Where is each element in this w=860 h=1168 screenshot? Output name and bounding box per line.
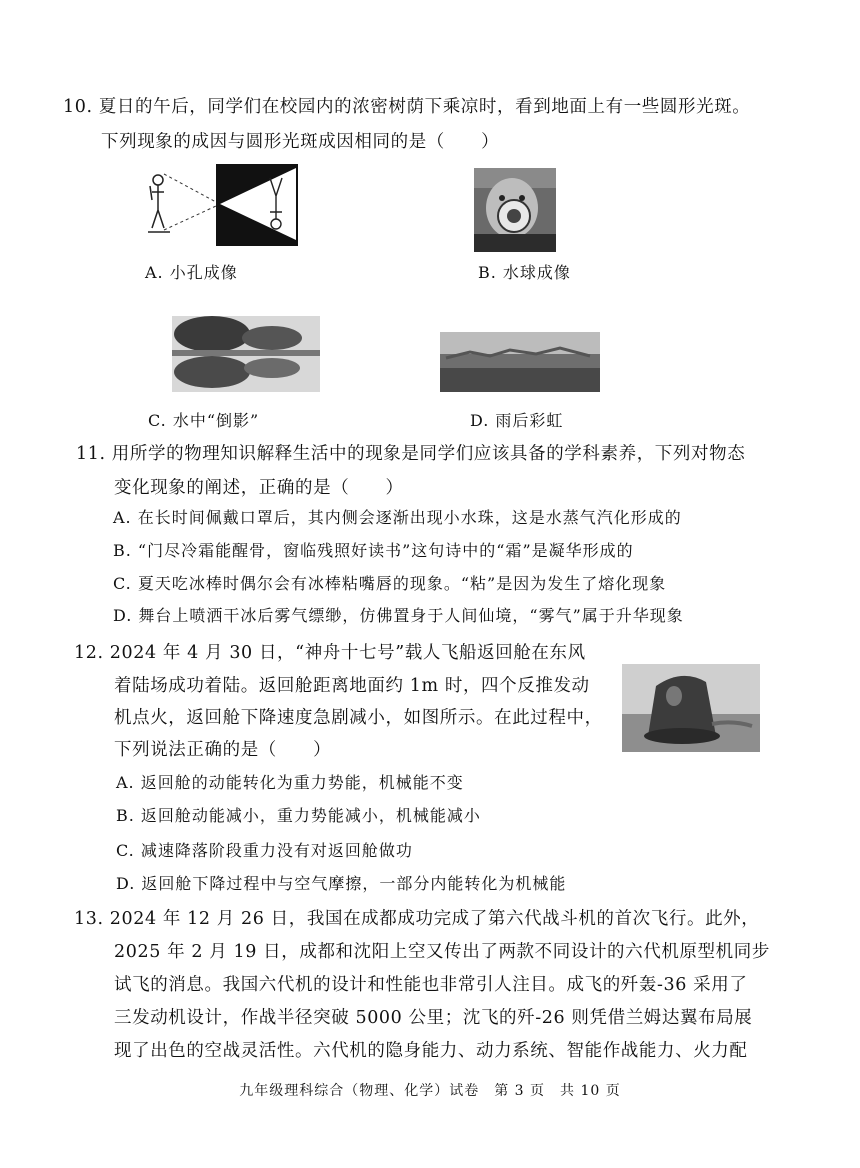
- water-reflection-photo: [172, 316, 320, 392]
- q11-option-d: D. 舞台上喷洒干冰后雾气缥缈，仿佛置身于人间仙境，“雾气”属于升华现象: [113, 606, 684, 625]
- q13-stem-line4: 三发动机设计，作战半径突破 5000 公里；沈飞的歼-26 则凭借兰姆达翼布局展: [114, 1008, 753, 1028]
- q11-option-a: A. 在长时间佩戴口罩后，其内侧会逐渐出现小水珠，这是水蒸气汽化形成的: [113, 508, 682, 527]
- q12-option-d: D. 返回舱下降过程中与空气摩擦，一部分内能转化为机械能: [116, 874, 567, 893]
- q10-option-a: A. 小孔成像: [145, 263, 238, 282]
- page-footer: 九年级理科综合（物理、化学）试卷 第 3 页 共 10 页: [239, 1083, 621, 1099]
- q12-option-a: A. 返回舱的动能转化为重力势能，机械能不变: [116, 773, 464, 792]
- q10-stem-line1: 10. 夏日的午后，同学们在校园内的浓密树荫下乘凉时，看到地面上有一些圆形光斑。: [63, 97, 751, 117]
- q13-stem-line3: 试飞的消息。我国六代机的设计和性能也非常引人注目。成飞的歼轰-36 采用了: [114, 975, 748, 995]
- q12-option-b: B. 返回舱动能减小，重力势能减小，机械能减小: [116, 806, 481, 825]
- q12-stem-line4: 下列说法正确的是（ ）: [114, 740, 332, 760]
- q12-option-c: C. 减速降落阶段重力没有对返回舱做功: [116, 841, 413, 860]
- q12-stem-line1: 12. 2024 年 4 月 30 日，“神舟十七号”载人飞船返回舱在东风: [74, 643, 586, 663]
- q10-option-b: B. 水球成像: [478, 263, 571, 282]
- q12-stem-line2: 着陆场成功着陆。返回舱距离地面约 1m 时，四个反推发动: [114, 676, 590, 696]
- rainbow-photo: [440, 332, 600, 392]
- q10-option-d: D. 雨后彩虹: [470, 411, 564, 430]
- q13-stem-line5: 现了出色的空战灵活性。六代机的隐身能力、动力系统、智能作战能力、火力配: [114, 1041, 748, 1061]
- q13-stem-line1: 13. 2024 年 12 月 26 日，我国在成都成功完成了第六代战斗机的首次飞行。此外，: [74, 909, 760, 929]
- q11-option-b: B. “门尽冷霜能醒骨，窗临残照好读书”这句诗中的“霜”是凝华形成的: [113, 541, 634, 560]
- return-capsule-photo: [622, 664, 760, 752]
- pinhole-imaging-figure: [140, 162, 300, 248]
- q10-option-c: C. 水中“倒影”: [148, 411, 260, 430]
- q11-option-c: C. 夏天吃冰棒时偶尔会有冰棒粘嘴唇的现象。“粘”是因为发生了熔化现象: [113, 574, 667, 593]
- q11-stem-line2: 变化现象的阐述，正确的是（ ）: [114, 478, 404, 498]
- q10-stem-line2: 下列现象的成因与圆形光斑成因相同的是（ ）: [101, 132, 500, 152]
- q13-stem-line2: 2025 年 2 月 19 日，成都和沈阳上空又传出了两款不同设计的六代机原型机同步: [114, 942, 770, 962]
- water-ball-imaging-photo: [474, 168, 556, 252]
- q11-stem-line1: 11. 用所学的物理知识解释生活中的现象是同学们应该具备的学科素养，下列对物态: [76, 444, 746, 464]
- q12-stem-line3: 机点火，返回舱下降速度急剧减小，如图所示。在此过程中，: [114, 708, 603, 728]
